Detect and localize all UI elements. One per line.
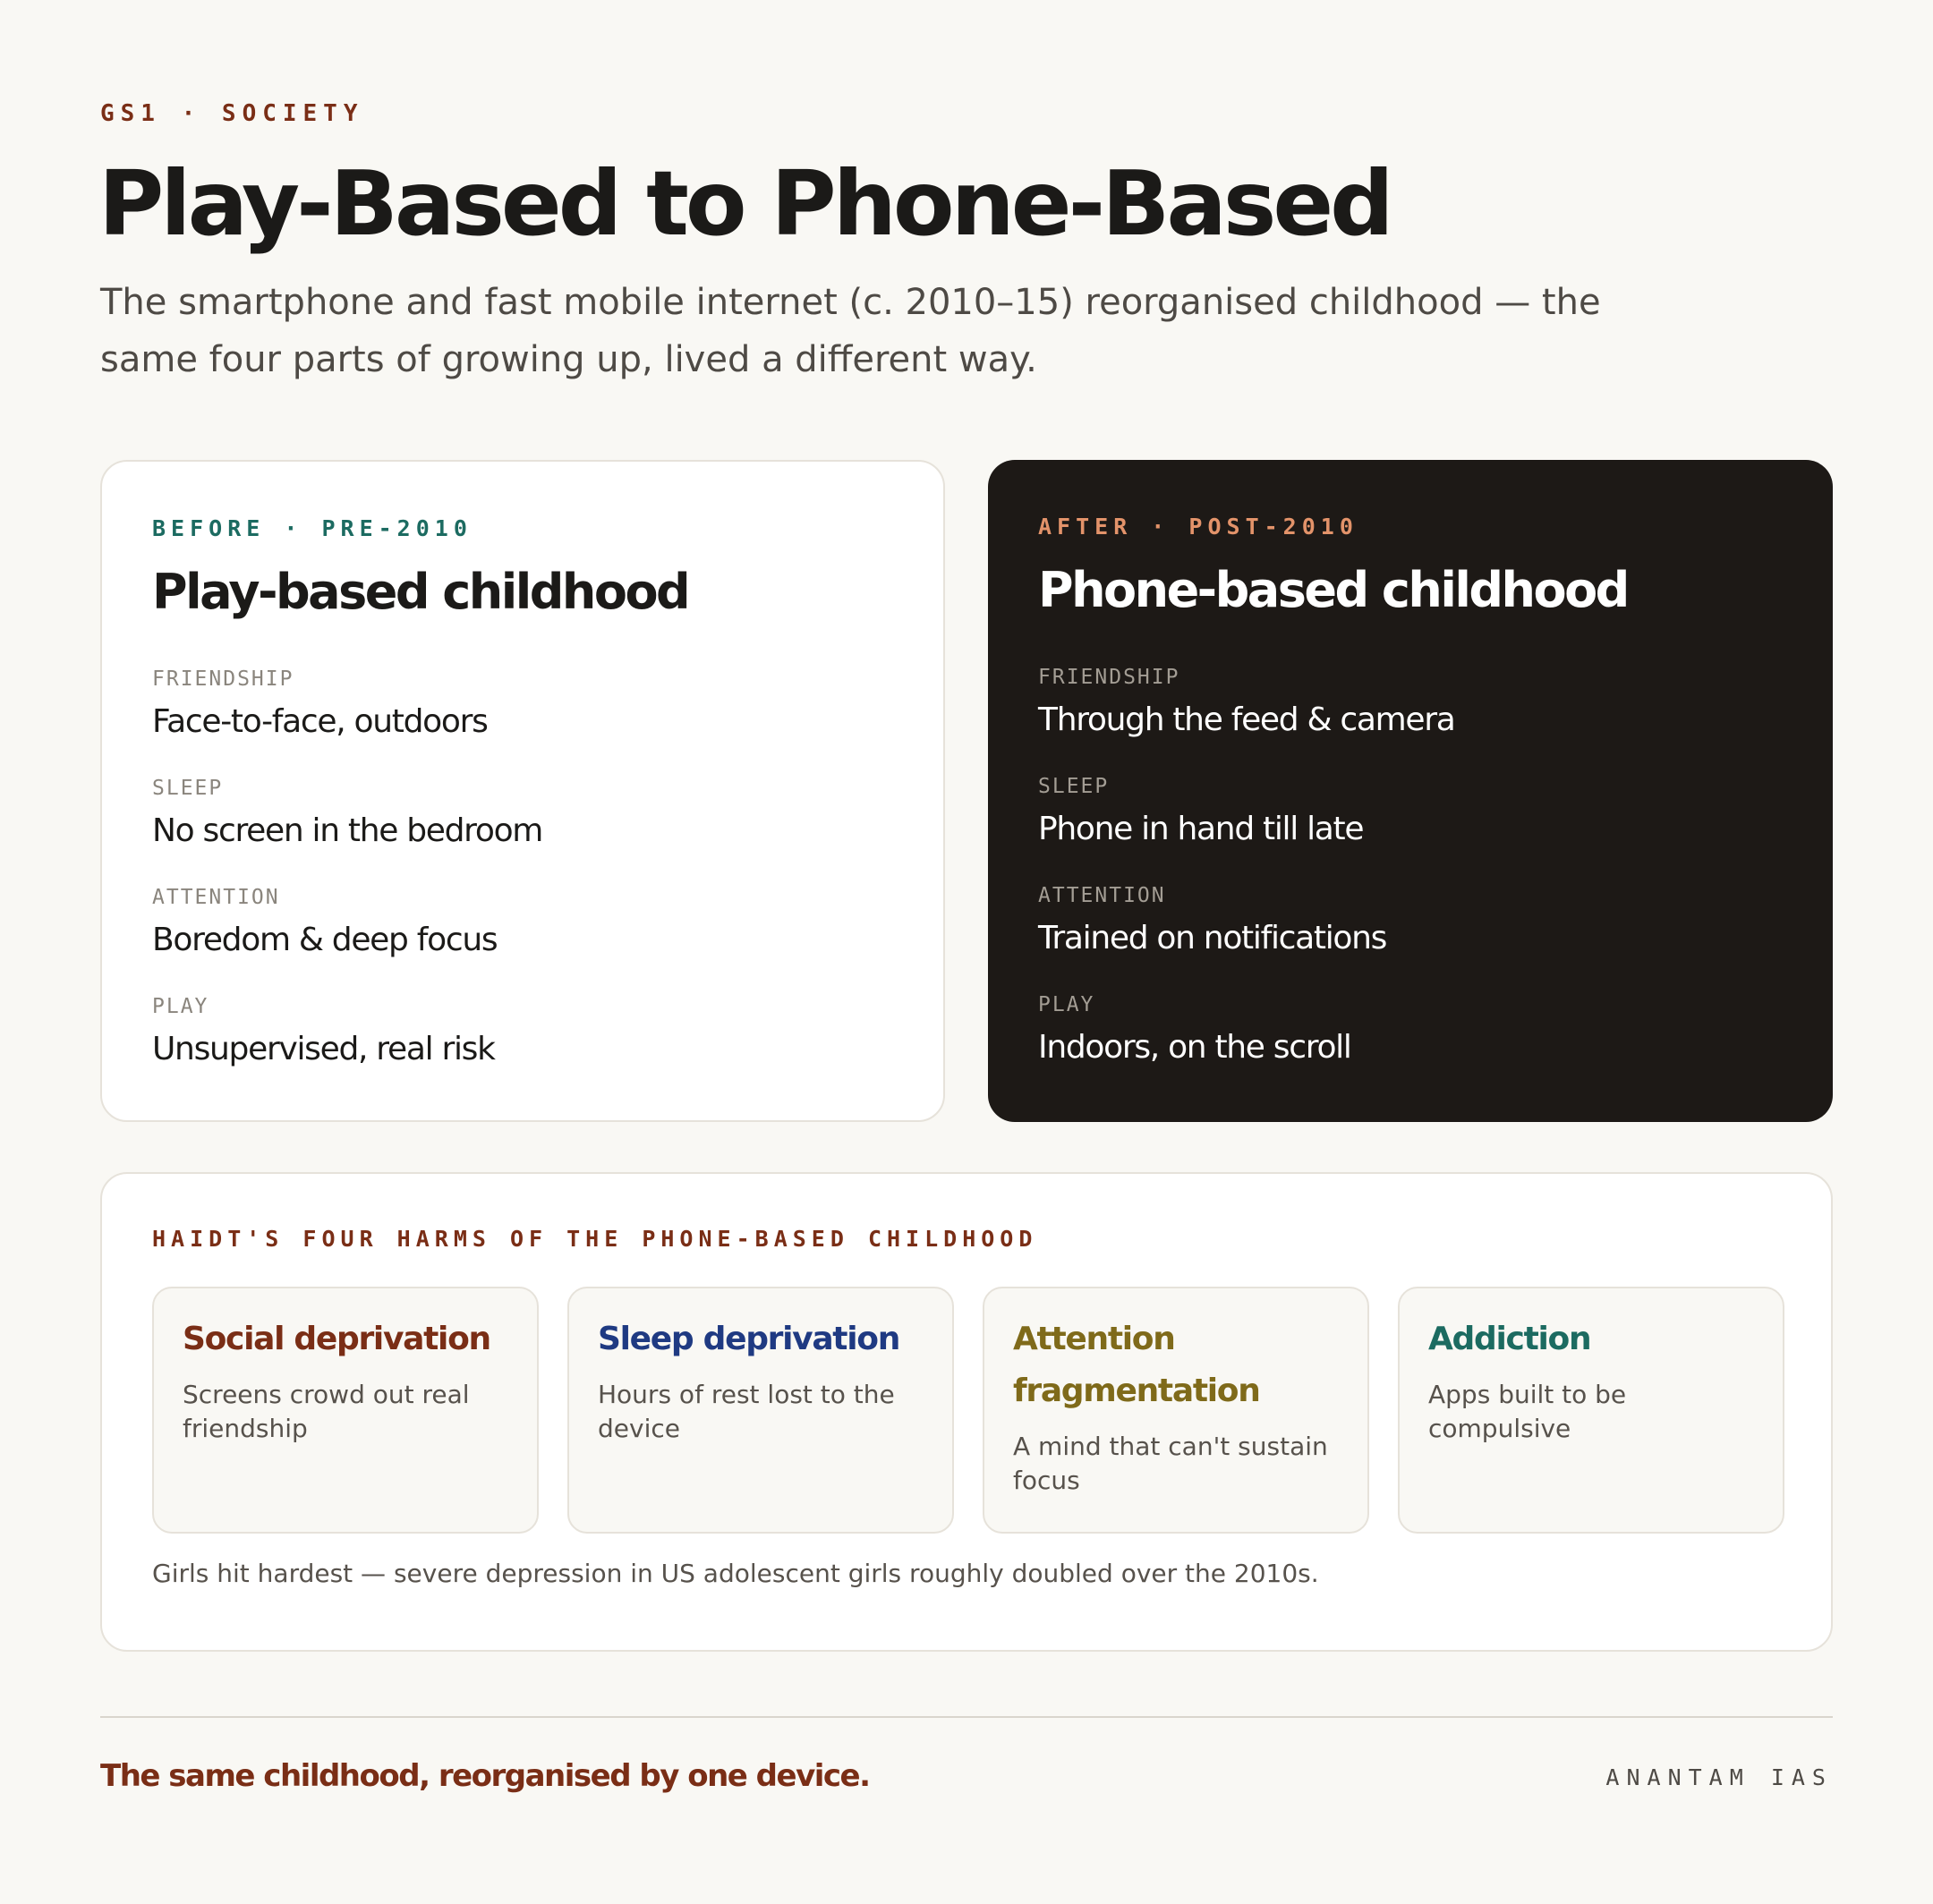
harm-title: [183, 1313, 523, 1446]
row-label: SLEEP: [1038, 775, 1110, 798]
harm-card-social: [152, 1287, 539, 1534]
harm-card-addiction: [1398, 1287, 1784, 1534]
harm-desc: Screens crowd out real friendship: [183, 1380, 470, 1443]
row-value: Indoors, on the scroll: [1038, 1029, 1351, 1066]
row-value: No screen in the bedroom: [152, 812, 543, 849]
before-card: [100, 460, 945, 1122]
footer-tagline: The same childhood, reorganised by one device.: [100, 1758, 870, 1794]
after-title: Phone-based childhood: [1038, 562, 1628, 618]
harm-title: [1013, 1313, 1353, 1498]
harm-title-text: Social deprivation: [183, 1321, 490, 1357]
row-label: ATTENTION: [152, 886, 280, 909]
before-kicker: BEFORE · PRE-2010: [152, 515, 473, 541]
after-row-friendship: [1038, 664, 1790, 741]
section-kicker: GS1 · SOCIETY: [100, 100, 364, 127]
harm-card-sleep: [567, 1287, 954, 1534]
harm-card-attention: [983, 1287, 1369, 1534]
after-kicker: AFTER · POST-2010: [1038, 514, 1358, 540]
before-row-play: [152, 993, 904, 1070]
row-label: PLAY: [152, 995, 209, 1018]
harm-title-text: Sleep deprivation: [598, 1321, 900, 1357]
after-row-attention: [1038, 882, 1790, 959]
after-row-sleep: [1038, 773, 1790, 850]
row-label: ATTENTION: [1038, 884, 1166, 907]
page-title: Play-Based to Phone-Based: [98, 151, 1391, 256]
before-title: Play-based childhood: [152, 564, 689, 620]
row-label: FRIENDSHIP: [152, 667, 294, 691]
harms-panel: [100, 1172, 1833, 1652]
before-row-sleep: [152, 775, 904, 852]
row-value: Trained on notifications: [1038, 920, 1387, 956]
harm-desc: Hours of rest lost to the device: [598, 1380, 895, 1443]
harm-title-text: Addiction: [1428, 1321, 1591, 1357]
before-row-attention: [152, 884, 904, 961]
harm-title-text: Attention fragmentation: [1013, 1321, 1260, 1409]
before-row-friendship: [152, 666, 904, 743]
after-row-play: [1038, 991, 1790, 1068]
row-label: PLAY: [1038, 993, 1095, 1016]
row-label: FRIENDSHIP: [1038, 666, 1180, 689]
row-value: Boredom & deep focus: [152, 922, 498, 958]
harm-title: [598, 1313, 938, 1446]
row-value: Face-to-face, outdoors: [152, 703, 488, 740]
footer-divider: [100, 1716, 1833, 1718]
row-value: Phone in hand till late: [1038, 811, 1364, 847]
harms-note: Girls hit hardest — severe depression in US adolescent girls roughly doubled over the 2010s.: [152, 1559, 1319, 1588]
brand-name: ANANTAM IAS: [1605, 1764, 1833, 1790]
row-value: Through the feed & camera: [1038, 701, 1455, 738]
harms-heading: HAIDT'S FOUR HARMS OF THE PHONE-BASED CHILDHOOD: [152, 1226, 1038, 1252]
row-label: SLEEP: [152, 777, 224, 800]
row-value: Unsupervised, real risk: [152, 1031, 495, 1067]
after-card: [988, 460, 1833, 1122]
harm-desc: Apps built to be compulsive: [1428, 1380, 1627, 1443]
harm-desc: A mind that can't sustain focus: [1013, 1432, 1328, 1495]
page-subtitle: The smartphone and fast mobile internet (c. 2010–15) reorganised childhood — the same four parts of growing up, lived a different way.: [100, 282, 1601, 380]
harm-title: [1428, 1313, 1768, 1446]
